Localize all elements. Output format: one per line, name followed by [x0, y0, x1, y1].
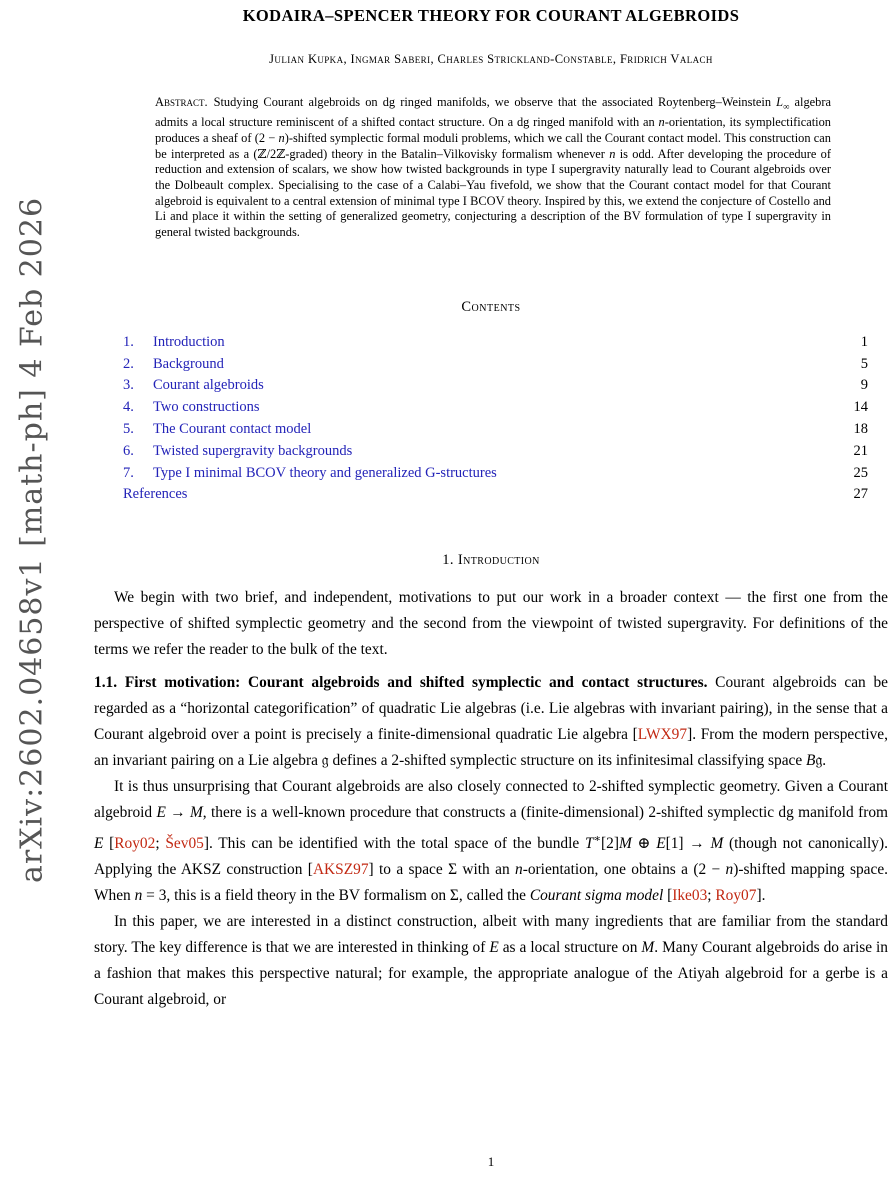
table-of-contents — [123, 332, 868, 506]
toc-entry-label[interactable]: Two constructions — [153, 399, 260, 416]
arxiv-stamp: arXiv:2602.04658v1 [math-ph] 4 Feb 2026 — [14, 196, 50, 884]
toc-entry-page: 21 — [853, 442, 868, 459]
toc-entry-page: 25 — [853, 464, 868, 481]
abstract-label: Abstract. — [155, 95, 208, 109]
contents-heading: Contents — [461, 298, 521, 315]
citation-link[interactable]: Šev05 — [165, 835, 204, 853]
toc-entry-label[interactable]: References — [123, 486, 188, 503]
toc-entry-number: 1. — [123, 333, 134, 350]
toc-entry[interactable] — [123, 354, 868, 376]
toc-entry[interactable] — [123, 419, 868, 441]
citation-link[interactable]: AKSZ97 — [312, 861, 369, 879]
toc-entry-number: 5. — [123, 420, 134, 437]
abstract — [155, 95, 831, 241]
toc-entry-label[interactable]: Introduction — [153, 333, 225, 350]
abstract-text: Studying Courant algebroids on dg ringed manifolds, we observe that the associated Roytenberg–Weinstein $L_\infty$ algebra admits a local structure reminiscent of a shifted contact structure. On a dg ringed manifold with an n-orientation, its symplectification produces a sheaf of (2 − n)-shifted symplectic formal moduli problems, which we call the Courant contact model. This construction can be interpreted as a (ℤ/2ℤ-graded) theory in the Batalin–Vilkovisky formalism whenever n is odd. After developing the procedure of reduction and extension of scalars, we show how twisted backgrounds in type I supergravity naturally lead to Courant algebroids over the Dolbeault complex. Specialising to the case of a Calabi–Yau fivefold, we show that the Courant contact model for that Courant algebroid is equivalent to a central extension of minimal type I BCOV theory. Inspired by this, we extend the conjecture of Costello and Li and place it within the setting of generalized geometry, conjecturing a description of the BV formulation of type I supergravity in general twisted backgrounds. — [155, 95, 832, 240]
citation-link[interactable]: Roy07 — [715, 887, 757, 905]
paragraph-subsection: 1.1. First motivation: Courant algebroids and shifted symplectic and contact structures. Courant algebroids can be regarded as a “horizontal categorification” of quadratic Lie algebras (i.e. Lie algebras with invariant pairing), in the sense that a Courant algebroid over a point is precisely a finite-dimensional quadratic Lie algebra [LWX97]. From the modern perspective, an invariant pairing on a Lie algebra 𝔤 defines a 2-shifted symplectic structure on its infinitesimal classifying space B𝔤. — [94, 674, 889, 770]
toc-entry[interactable] — [123, 332, 868, 354]
toc-entry-page: 14 — [853, 399, 868, 416]
toc-entry-page: 1 — [860, 333, 868, 350]
toc-entry[interactable] — [123, 484, 868, 506]
toc-entry-number: 7. — [123, 464, 134, 481]
toc-entry-label[interactable]: Courant algebroids — [153, 377, 264, 394]
toc-entry-number: 2. — [123, 355, 134, 372]
citation-link[interactable]: Ike03 — [672, 887, 708, 905]
section-heading: 1. Introduction — [442, 552, 540, 569]
paragraph: It is thus unsurprising that Courant algebroids are also closely connected to 2-shifted symplectic geometry. Given a Courant algebroid E → M, there is a well-known procedure that constructs a (finite-dimensional) 2-shifted symplectic dg manifold from E [Roy02; Šev05]. This can be identified with the total space of the bundle T∗[2]M ⊕ E[1] → M (though not canonically). Applying the AKSZ construction [AKSZ97] to a space Σ with an n-orientation, one obtains a (2 − n)-shifted mapping space. When n = 3, this is a field theory in the BV formalism on Σ, called the Courant sigma model [Ike03; Roy07]. — [94, 778, 888, 905]
toc-entry-page: 9 — [860, 377, 868, 394]
toc-entry-page: 5 — [860, 355, 868, 372]
toc-entry[interactable] — [123, 441, 868, 463]
toc-entry-number: 4. — [123, 399, 134, 416]
paragraph: We begin with two brief, and independent, motivations to put our work in a broader context — the first one from the perspective of shifted symplectic geometry and the second from the viewpoint of twisted supergravity. For definitions of the terms we refer the reader to the bulk of the text. — [94, 589, 888, 659]
toc-entry-number: 6. — [123, 442, 134, 459]
paper-title: KODAIRA–SPENCER THEORY FOR COURANT ALGEBROIDS — [242, 6, 740, 25]
toc-entry-label[interactable]: Background — [153, 355, 224, 372]
toc-entry-label[interactable]: Twisted supergravity backgrounds — [153, 442, 353, 459]
toc-entry-label[interactable]: The Courant contact model — [153, 420, 312, 437]
toc-entry-page: 18 — [853, 420, 868, 437]
paragraph: In this paper, we are interested in a distinct construction, albeit with many ingredients that are familiar from the standard story. The key difference is that we are interested in thinking of E as a local structure on M. Many Courant algebroids do arise in a fashion that makes this perspective natural; for example, the appropriate analogue of the Atiyah algebroid for a gerbe is a Courant algebroid, or — [94, 913, 888, 1009]
paper-content — [94, 6, 888, 1013]
page-number: 1 — [487, 1154, 495, 1169]
authors-line: Julian Kupka, Ingmar Saberi, Charles Strickland-Constable, Fridrich Valach — [269, 52, 713, 66]
citation-link[interactable]: LWX97 — [637, 726, 688, 744]
toc-entry[interactable] — [123, 375, 868, 397]
toc-entry-label[interactable]: Type I minimal BCOV theory and generalized G-structures — [153, 464, 497, 481]
citation-link[interactable]: Roy02 — [114, 835, 156, 853]
toc-entry-number: 3. — [123, 377, 134, 394]
toc-entry[interactable] — [123, 463, 868, 485]
toc-entry-page: 27 — [853, 486, 868, 503]
toc-entry[interactable] — [123, 397, 868, 419]
